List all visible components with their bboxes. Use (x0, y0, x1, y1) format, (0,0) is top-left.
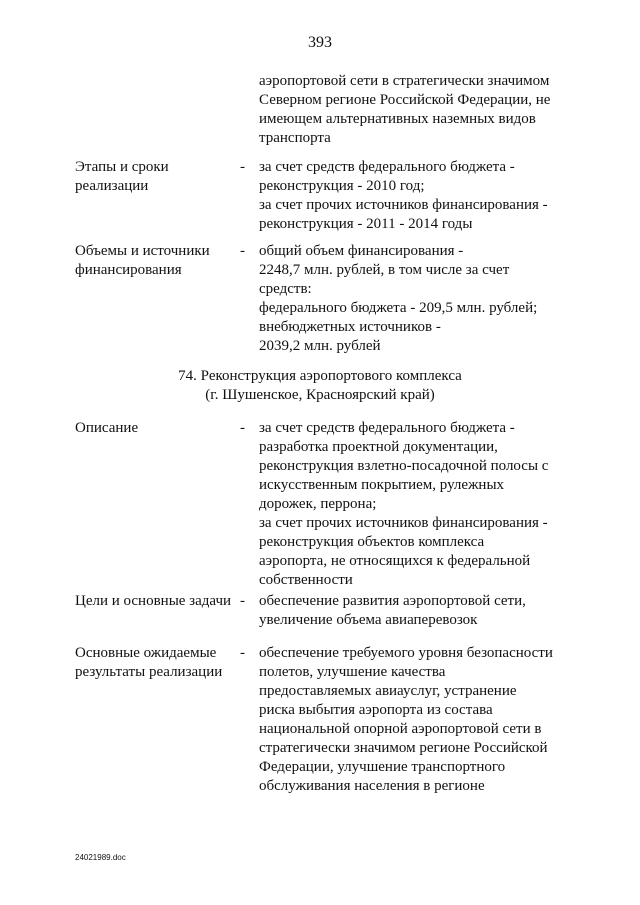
label-line: результаты реализации (75, 664, 223, 680)
continuation-text (259, 72, 569, 148)
text-line: аэропортовой сети в стратегически значимом (259, 73, 550, 89)
text-line: Северном регионе Российской Федерации, не (259, 92, 551, 108)
text-line: национальной опорной аэропортовой сети в (259, 721, 542, 737)
text-line: реконструкция - 2011 - 2014 годы (259, 216, 473, 232)
page-number: 393 (308, 34, 332, 51)
label-line: реализации (75, 178, 149, 194)
text-line: стратегически значимом регионе Российской (259, 740, 548, 756)
text-line: обслуживания населения в регионе (259, 778, 485, 794)
text-line: за счет прочих источников финансирования - (259, 515, 548, 531)
text-line: полетов, улучшение качества (259, 664, 446, 680)
text-line: за счет прочих источников финансирования - (259, 197, 548, 213)
label-line: Основные ожидаемые (75, 645, 217, 661)
text-line: имеющем альтернативных наземных видов (259, 111, 536, 127)
row-dash: - (240, 243, 245, 259)
row-value (259, 592, 569, 630)
label-line: Объемы и источники (75, 243, 210, 259)
row-label (75, 592, 240, 611)
text-line: транспорта (259, 130, 331, 146)
row-label (75, 419, 240, 438)
label-line: Описание (75, 420, 139, 436)
text-line: 2039,2 млн. рублей (259, 338, 381, 354)
row-label (75, 644, 240, 682)
heading-line: (г. Шушенское, Красноярский край) (205, 387, 435, 403)
row-dash: - (240, 593, 245, 609)
text-line: предоставляемых авиауслуг, устранение (259, 683, 517, 699)
text-line: аэропорта, не относящихся к федеральной (259, 553, 531, 569)
text-line: за счет средств федерального бюджета - (259, 420, 515, 436)
text-line: разработка проектной документации, (259, 439, 498, 455)
text-line: увеличение объема авиаперевозок (259, 612, 478, 628)
label-line: Этапы и сроки (75, 159, 169, 175)
text-line: обеспечение развития аэропортовой сети, (259, 593, 526, 609)
text-line: 2248,7 млн. рублей, в том числе за счет (259, 262, 510, 278)
footer-filename: 24021989.doc (75, 853, 126, 862)
row-label (75, 242, 240, 280)
row-dash: - (240, 159, 245, 175)
text-line: общий объем финансирования - (259, 243, 464, 259)
heading-line: 74. Реконструкция аэропортового комплекса (178, 368, 462, 384)
text-line: искусственным покрытием, рулежных (259, 477, 505, 493)
label-line: финансирования (75, 262, 182, 278)
text-line: риска выбытия аэропорта из состава (259, 702, 493, 718)
text-line: реконструкция взлетно-посадочной полосы с (259, 458, 549, 474)
section-heading (0, 367, 640, 405)
text-line: обеспечение требуемого уровня безопасности (259, 645, 553, 661)
row-label (75, 158, 240, 196)
row-value (259, 242, 569, 356)
text-line: внебюджетных источников - (259, 319, 441, 335)
text-line: средств: (259, 281, 312, 297)
label-line: Цели и основные задачи (75, 593, 232, 609)
text-line: собственности (259, 572, 353, 588)
text-line: реконструкция объектов комплекса (259, 534, 485, 550)
text-line: дорожек, перрона; (259, 496, 377, 512)
text-line: реконструкция - 2010 год; (259, 178, 425, 194)
row-value (259, 158, 569, 234)
row-dash: - (240, 645, 245, 661)
row-value (259, 419, 569, 590)
text-line: за счет средств федерального бюджета - (259, 159, 515, 175)
row-dash: - (240, 420, 245, 436)
text-line: Федерации, улучшение транспортного (259, 759, 506, 775)
row-value (259, 644, 569, 796)
text-line: федерального бюджета - 209,5 млн. рублей; (259, 300, 538, 316)
